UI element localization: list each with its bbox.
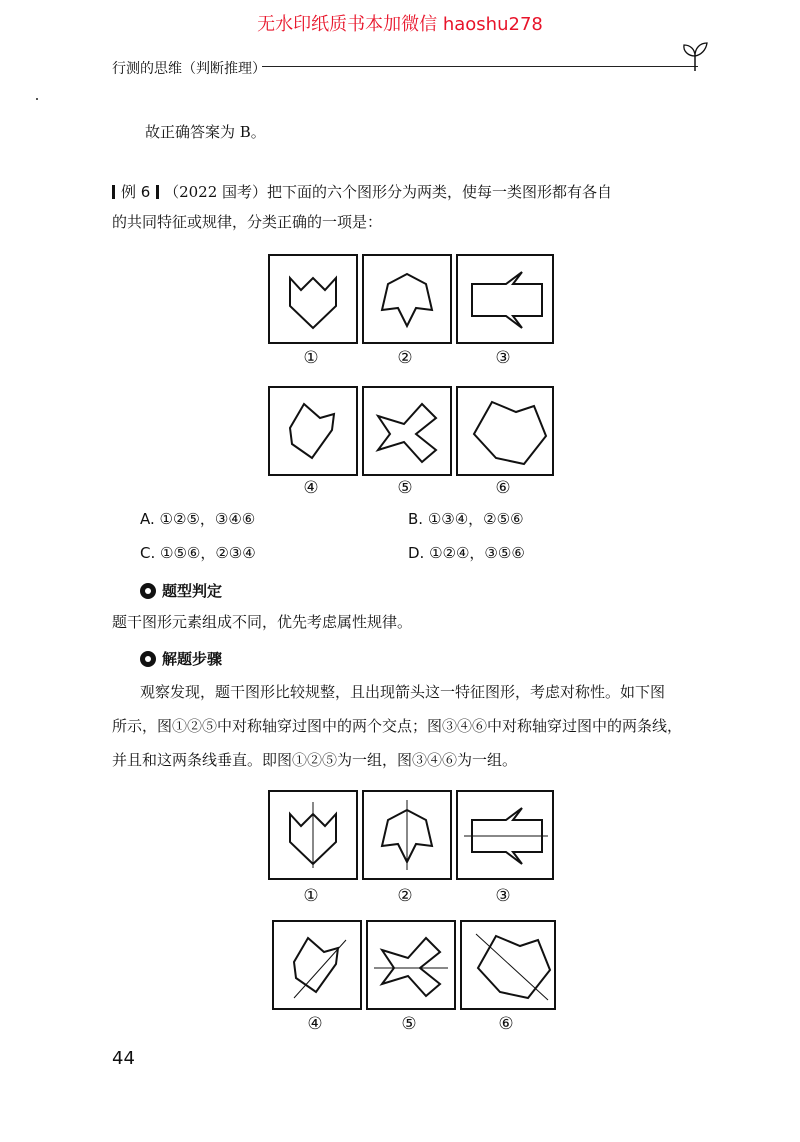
option-a[interactable]: A. ①②⑤，③④⑥ (140, 510, 256, 528)
question-figure-1 (268, 254, 358, 344)
figure-label-2: ② (397, 348, 413, 368)
section-type-title: 题型判定 (162, 582, 223, 600)
answer-figure-1 (268, 790, 358, 880)
sprout-icon (678, 38, 712, 72)
section-solution-title: 解题步骤 (162, 650, 223, 668)
question-figure-4 (268, 386, 358, 476)
answer-figure-3 (456, 790, 554, 880)
question-figure-5 (362, 386, 452, 476)
answer-label-1: ① (303, 886, 319, 906)
answer-figure-4 (272, 920, 362, 1010)
section-type-heading (140, 580, 222, 601)
question-line-2: 的共同特征或规律，分类正确的一项是： (112, 213, 383, 231)
figure-label-1: ① (303, 348, 319, 368)
running-header: 行测的思维（判断推理） (112, 61, 266, 77)
answer-figure-2 (362, 790, 452, 880)
page-number: 44 (112, 1048, 135, 1069)
option-b[interactable]: B. ①③④，②⑤⑥ (408, 510, 524, 528)
figure-label-6: ⑥ (495, 478, 511, 498)
figure-label-5: ⑤ (397, 478, 413, 498)
previous-answer: 故正确答案为 B。 (145, 123, 266, 141)
solution-line-3: 并且和这两条线垂直。即图①②⑤为一组，图③④⑥为一组。 (112, 751, 518, 769)
example-question (112, 180, 712, 204)
question-figure-6 (456, 386, 554, 476)
pencil-icon (140, 651, 156, 667)
example-marker-right (156, 185, 159, 199)
watermark-text: 无水印纸质书本加微信 haoshu278 (257, 14, 543, 35)
gear-icon (140, 583, 156, 599)
solution-line-1: 观察发现，题干图形比较规整，且出现箭头这一特征图形，考虑对称性。如下图 (140, 683, 666, 701)
scan-speck (36, 98, 38, 100)
question-figure-2 (362, 254, 452, 344)
section-type-text: 题干图形元素组成不同，优先考虑属性规律。 (112, 613, 413, 631)
figure-label-4: ④ (303, 478, 319, 498)
answer-label-5: ⑤ (401, 1014, 417, 1034)
answer-figure-5 (366, 920, 456, 1010)
answer-label-2: ② (397, 886, 413, 906)
option-d[interactable]: D. ①②④，③⑤⑥ (408, 544, 525, 562)
answer-label-6: ⑥ (498, 1014, 514, 1034)
section-solution-heading (140, 648, 222, 669)
answer-label-4: ④ (307, 1014, 323, 1034)
answer-label-3: ③ (495, 886, 511, 906)
example-marker-left (112, 185, 115, 199)
answer-figure-6 (460, 920, 556, 1010)
option-c[interactable]: C. ①⑤⑥，②③④ (140, 544, 256, 562)
question-line-1: （2022 国考）把下面的六个图形分为两类，使每一类图形都有各自 (164, 183, 613, 201)
example-label: 例 6 (121, 183, 151, 201)
figure-label-3: ③ (495, 348, 511, 368)
question-figure-3 (456, 254, 554, 344)
header-rule (262, 66, 698, 67)
solution-line-2: 所示，图①②⑤中对称轴穿过图中的两个交点；图③④⑥中对称轴穿过图中的两条线， (112, 717, 683, 735)
